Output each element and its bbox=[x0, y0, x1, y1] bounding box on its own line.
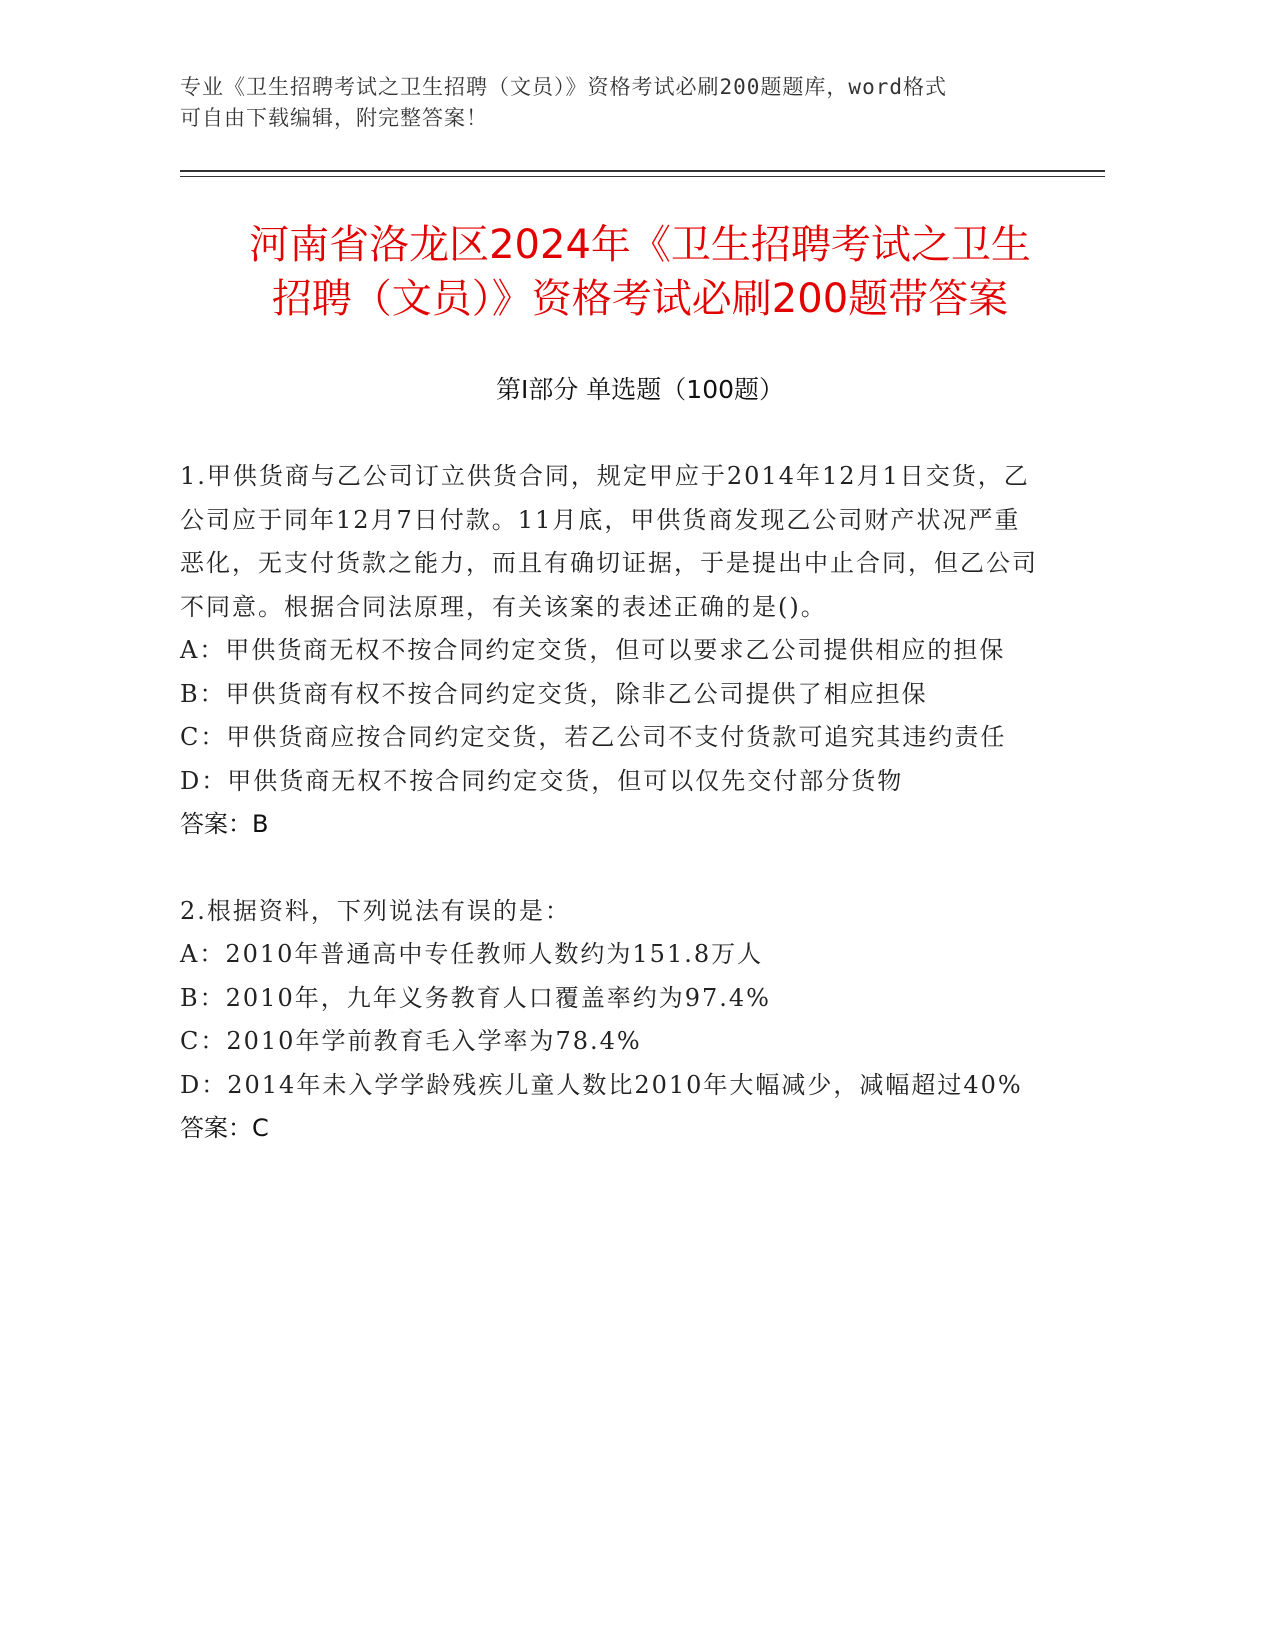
option-a: A：甲供货商无权不按合同约定交货，但可以要求乙公司提供相应的担保 bbox=[180, 636, 1006, 664]
question-stem: 2.根据资料，下列说法有误的是： bbox=[180, 896, 571, 925]
document-title bbox=[160, 218, 1120, 326]
option-c: C：2010年学前教育毛入学率为78.4% bbox=[180, 1027, 642, 1055]
option-a: A：2010年普通高中专任教师人数约为151.8万人 bbox=[180, 940, 764, 968]
option-b: B：甲供货商有权不按合同约定交货，除非乙公司提供了相应担保 bbox=[180, 679, 928, 708]
header-divider-thick bbox=[180, 170, 1105, 172]
question-1 bbox=[180, 455, 1040, 847]
page-header bbox=[180, 72, 1040, 134]
header-divider-thin bbox=[180, 176, 1105, 177]
section-heading: 第Ⅰ部分 单选题（100题） bbox=[495, 375, 785, 404]
option-b: B：2010年，九年义务教育人口覆盖率约为97.4% bbox=[180, 983, 771, 1012]
question-stem: 1.甲供货商与乙公司订立供货合同，规定甲应于2014年12月1日交货，乙公司应于同年12月7日付款。11月底，甲供货商发现乙公司财产状况严重恶化，无支付货款之能力，而且有确切证据，于是提出中止合同，但乙公司不同意。根据合同法原理，有关该案的表述正确的是()。 bbox=[180, 462, 1038, 621]
title-line-1: 河南省洛龙区2024年《卫生招聘考试之卫生 bbox=[249, 222, 1031, 268]
question-2 bbox=[180, 890, 1040, 1151]
header-line-1: 专业《卫生招聘考试之卫生招聘（文员）》资格考试必刷200题题库，word格式 bbox=[180, 75, 947, 99]
answer: 答案：C bbox=[180, 1114, 269, 1142]
answer: 答案：B bbox=[180, 810, 269, 838]
question-spacer bbox=[180, 847, 1040, 890]
header-line-2: 可自由下载编辑，附完整答案！ bbox=[180, 106, 488, 130]
option-c: C：甲供货商应按合同约定交货，若乙公司不支付货款可追究其违约责任 bbox=[180, 723, 1007, 751]
question-list bbox=[180, 455, 1040, 1151]
title-line-2: 招聘（文员）》资格考试必刷200题带答案 bbox=[271, 276, 1009, 322]
option-d: D：甲供货商无权不按合同约定交货，但可以仅先交付部分货物 bbox=[180, 766, 904, 795]
option-d: D：2014年未入学学龄残疾儿童人数比2010年大幅减少，减幅超过40% bbox=[180, 1070, 1023, 1099]
